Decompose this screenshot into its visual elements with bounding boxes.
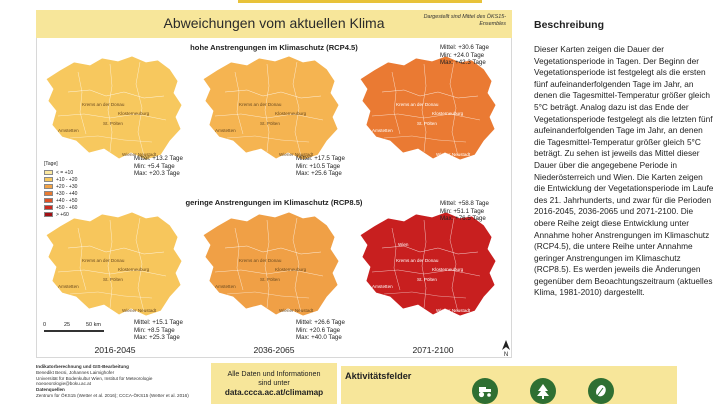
description-text: Dieser Karten zeigen die Dauer der Vegetationsperiode in Tagen. Der Beginn der Vegetationsperiode ist festgelegt als die ersten fünf aufeinanderfolgenden Tage im Jahr, an denen die Tagesmittel-Temperatur größer gleich 5°C beträgt. Analog dazu ist das Ende der Vegetationsperiode festgelegt als die letzten fünf aufeinanderfolgenden Tage im Jahr, an denen die Tagesmittel-Temperatur größer gleich 5°C beträgt. Zu sehen ist jeweils das Mittel dieser Dauer über die angegebene Periode in Niederösterreich und Wien. Die Karten zeigen die Entwicklung der Vegetationsperiode im Laufe des 21. Jahrhunderts, und zwar für die Perioden 2016-2045, 2036-2065 und 2071-2100. Die obere Reihe zeigt diese Entwicklung unter Annahme hoher Anstrengungen im Klimaschutz (RCP4.5), die untere Reihe unter Annahme geringer Anstrengungen im Klimaschutz (RCP8.5). Es werden jeweils die Änderungen gegenüber dem Beoachtungszeitraum (aktuelles Klima, 1981-2010) dargestellt. xyxy=(534,44,714,298)
place-label-amstetten: Amstetten xyxy=(58,284,79,289)
period-label-2036-2065: 2036-2065 xyxy=(253,345,295,355)
place-label-wiener-neustadt: Wiener Neustadt xyxy=(122,152,157,157)
stats-rcp85-2071-2100 xyxy=(440,200,489,223)
stats-rcp85-2036-2065 xyxy=(296,319,345,342)
place-label-wien: Wien xyxy=(398,242,409,247)
legend-swatch xyxy=(44,205,53,210)
north-arrow-icon xyxy=(501,340,511,350)
legend-label: > +60 xyxy=(56,211,69,218)
footer-sources: Zentrum für ÖKS15 (Wetter et al. 2016); CCCA-ÖKS15 (Wetter et al. 2016) xyxy=(36,392,189,398)
scale-tick-0: 0 xyxy=(43,322,47,328)
legend-label: +20 - +30 xyxy=(56,183,78,190)
legend-label: +50 - +60 xyxy=(56,204,78,211)
footer-email: noeoeorologie@boku.ac.at xyxy=(36,381,91,387)
stat-max: Max: +20.3 Tage xyxy=(134,170,180,178)
scale-bar-line xyxy=(44,330,104,332)
legend-swatch xyxy=(44,198,53,203)
map-legend xyxy=(44,161,77,218)
place-label-st-poelten: St. Pölten xyxy=(103,121,123,126)
place-label-amstetten: Amstetten xyxy=(372,128,393,133)
place-label-wiener-neustadt: Wiener Neustadt xyxy=(436,308,471,313)
place-label-krems: Krems an der Donau xyxy=(82,258,125,263)
stat-min: Min: +51.1 Tage xyxy=(440,207,485,215)
top-accent-bar xyxy=(238,0,482,3)
tree-icon[interactable] xyxy=(530,378,556,404)
place-label-wiener-neustadt: Wiener Neustadt xyxy=(122,308,157,313)
place-label-st-poelten: St. Pölten xyxy=(260,121,280,126)
stat-min: Min: +24.0 Tage xyxy=(440,51,485,59)
north-arrow xyxy=(501,340,511,358)
stat-max: Max: +25.6 Tage xyxy=(296,170,342,178)
place-label-amstetten: Amstetten xyxy=(215,284,236,289)
stat-mean: Mittel: +17.5 Tage xyxy=(296,155,345,162)
place-label-krems: Krems an der Donau xyxy=(396,102,439,107)
place-label-amstetten: Amstetten xyxy=(372,284,393,289)
legend-label: +10 - +20 xyxy=(56,176,78,183)
region-shape xyxy=(46,212,182,316)
north-label: N xyxy=(503,352,509,358)
legend-item xyxy=(44,211,77,218)
stat-mean: Mittel: +13.2 Tage xyxy=(134,155,183,162)
place-label-klosterneuburg: Klosterneuburg xyxy=(118,267,150,272)
place-label-klosterneuburg: Klosterneuburg xyxy=(275,111,307,116)
legend-item xyxy=(44,190,77,197)
activities-panel xyxy=(341,366,677,404)
legend-label: +30 - +40 xyxy=(56,190,78,197)
stat-mean: Mittel: +26.6 Tage xyxy=(296,319,345,326)
place-label-krems: Krems an der Donau xyxy=(239,102,282,107)
stat-mean: Mittel: +15.1 Tage xyxy=(134,319,183,326)
footer-institute: Universität für Bodenkultur Wien, Institut für Meteorologie xyxy=(36,375,153,381)
region-shape xyxy=(46,56,182,160)
map-panel-rcp45-2036-2065 xyxy=(197,52,347,164)
region-shape xyxy=(360,56,496,160)
stat-min: Min: +8.5 Tage xyxy=(134,326,175,334)
place-label-klosterneuburg: Klosterneuburg xyxy=(275,267,307,272)
data-box-line1: Alle Daten und Informationen xyxy=(227,369,321,378)
place-label-klosterneuburg: Klosterneuburg xyxy=(118,111,150,116)
tractor-icon[interactable] xyxy=(472,378,498,404)
stat-min: Min: +5.4 Tage xyxy=(134,162,175,170)
stat-min: Min: +10.5 Tage xyxy=(296,162,341,170)
scale-tick-50: 50 km xyxy=(86,322,101,328)
footer-credits xyxy=(36,364,206,399)
place-label-st-poelten: St. Pölten xyxy=(103,277,123,282)
stat-min: Min: +20.6 Tage xyxy=(296,326,341,334)
legend-swatch xyxy=(44,177,53,182)
region-shape xyxy=(203,56,339,160)
stat-max: Max: +25.3 Tage xyxy=(134,334,180,342)
legend-item xyxy=(44,204,77,211)
place-label-krems: Krems an der Donau xyxy=(82,102,125,107)
legend-swatch xyxy=(44,191,53,196)
stats-rcp45-2016-2045 xyxy=(134,155,183,178)
footer-authors: Benedikt Becsi, Johannes Laimighofer xyxy=(36,369,115,375)
legend-title: [Tage] xyxy=(44,161,58,167)
scale-tick-25: 25 xyxy=(64,322,71,328)
map-panel-rcp85-2016-2045 xyxy=(40,208,190,320)
region-shape xyxy=(203,212,339,316)
legend-label: +40 - +50 xyxy=(56,197,78,204)
legend-item xyxy=(44,197,77,204)
map-panel-rcp85-2036-2065 xyxy=(197,208,347,320)
stats-rcp45-2071-2100 xyxy=(440,44,489,67)
map-panel-rcp45-2071-2100 xyxy=(354,52,504,164)
title-bar xyxy=(36,10,512,38)
place-label-wiener-neustadt: Wiener Neustadt xyxy=(279,308,314,313)
stat-max: Max: +42.3 Tage xyxy=(440,59,486,67)
leaf-icon[interactable] xyxy=(588,378,614,404)
legend-swatch xyxy=(44,184,53,189)
place-label-klosterneuburg: Klosterneuburg xyxy=(432,111,464,116)
place-label-krems: Krems an der Donau xyxy=(239,258,282,263)
data-box-text xyxy=(211,370,337,387)
stat-max: Max: +76.5 Tage xyxy=(440,215,486,223)
footer-heading-sources: Datenquellen xyxy=(36,387,65,393)
place-label-wiener-neustadt: Wiener Neustadt xyxy=(279,152,314,157)
place-label-amstetten: Amstetten xyxy=(215,128,236,133)
map-panel-rcp45-2016-2045 xyxy=(40,52,190,164)
region-shape xyxy=(360,212,496,316)
stat-mean: Mittel: +58.8 Tage xyxy=(440,200,489,207)
map-title: Abweichungen vom aktuellen Klima xyxy=(163,15,385,31)
legend-item xyxy=(44,183,77,190)
stat-mean: Mittel: +30.6 Tage xyxy=(440,44,489,51)
legend-item xyxy=(44,169,77,176)
period-label-2016-2045: 2016-2045 xyxy=(94,345,136,355)
place-label-st-poelten: St. Pölten xyxy=(417,277,437,282)
place-label-amstetten: Amstetten xyxy=(58,128,79,133)
place-label-st-poelten: St. Pölten xyxy=(260,277,280,282)
legend-label: < = +10 xyxy=(56,169,74,176)
stat-max: Max: +40.0 Tage xyxy=(296,334,342,342)
place-label-wiener-neustadt: Wiener Neustadt xyxy=(436,152,471,157)
row-heading-rcp45: hohe Anstrengungen im Klimaschutz (RCP4.5) xyxy=(190,43,358,52)
stats-rcp85-2016-2045 xyxy=(134,319,183,342)
legend-swatch xyxy=(44,212,53,217)
footer-heading-gis: Indikatorberechnung und GIS-Bearbeitung xyxy=(36,364,129,369)
data-portal-link[interactable]: data.ccca.ac.at/climamap xyxy=(224,388,324,398)
ensemble-credit: Dargestellt sind Mittel des ÖKS15-Ensembles xyxy=(423,14,506,27)
map-panel-rcp85-2071-2100 xyxy=(354,208,504,320)
data-box-line2: sind unter xyxy=(258,377,290,387)
description-title: Beschreibung xyxy=(534,19,605,31)
data-link-box xyxy=(211,363,337,404)
activities-title: Aktivitätsfelder xyxy=(345,371,412,381)
legend-swatch xyxy=(44,170,53,175)
period-label-2071-2100: 2071-2100 xyxy=(412,345,454,355)
place-label-klosterneuburg: Klosterneuburg xyxy=(432,267,464,272)
row-heading-rcp85: geringe Anstrengungen im Klimaschutz (RCP8.5) xyxy=(185,198,363,207)
place-label-st-poelten: St. Pölten xyxy=(417,121,437,126)
place-label-krems: Krems an der Donau xyxy=(396,258,439,263)
stats-rcp45-2036-2065 xyxy=(296,155,345,178)
legend-item xyxy=(44,176,77,183)
